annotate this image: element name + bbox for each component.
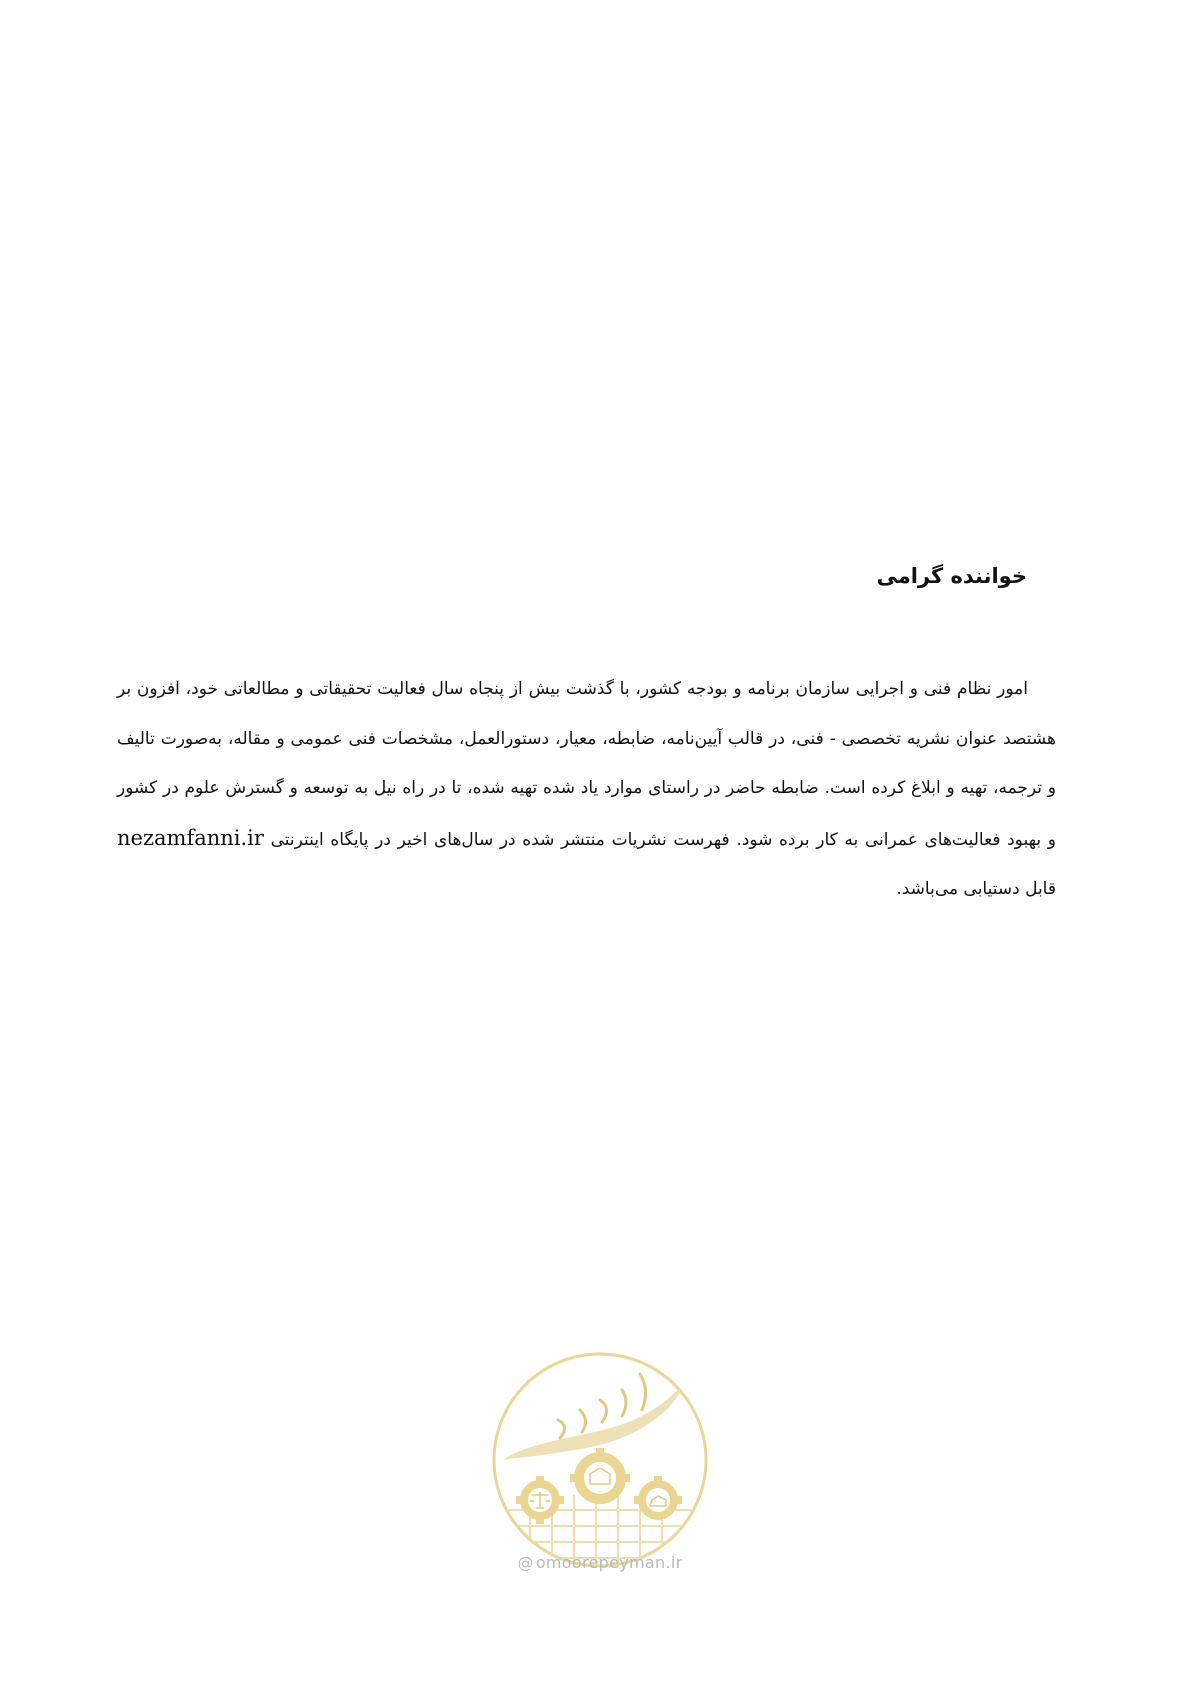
logo-swoosh [502,1382,685,1460]
watermark-caption [490,1553,710,1572]
website-url: nezamfanni.ir [117,825,264,850]
paragraph-text-before-url: امور نظام فنی و اجرایی سازمان برنامه و بودجه کشور، با گذشت بیش از پنجاه سال فعالیت تحقیقاتی و مطالعاتی خود، افزون بر هشتصد عنوان نشریه تخصصی - فنی، در قالب آیین‌نامه، ضابطه، معیار، دستورالعمل، مشخصات فنی عمومی و مقاله، به‌صورت تالیف و ترجمه، تهیه و ابلاغ کرده است. ضابطه حاضر در راستای موارد یاد شده تهیه شده، تا در راه نیل به توسعه و گسترش علوم در کشور و بهبود فعالیت‌های عمرانی به کار برده شود. فهرست نشریات منتشر شده در سال‌های اخیر در پایگاه اینترنتی [117,679,1057,850]
at-sign-icon: @ [517,1553,534,1572]
body-paragraph [117,665,1056,915]
watermark-logo [490,1350,710,1570]
paragraph-text-after-url: قابل دستیابی می‌باشد. [896,879,1056,899]
page-heading: خواننده گرامی [876,564,1027,588]
watermark-caption-text: omoorepeyman.ir [535,1553,683,1572]
